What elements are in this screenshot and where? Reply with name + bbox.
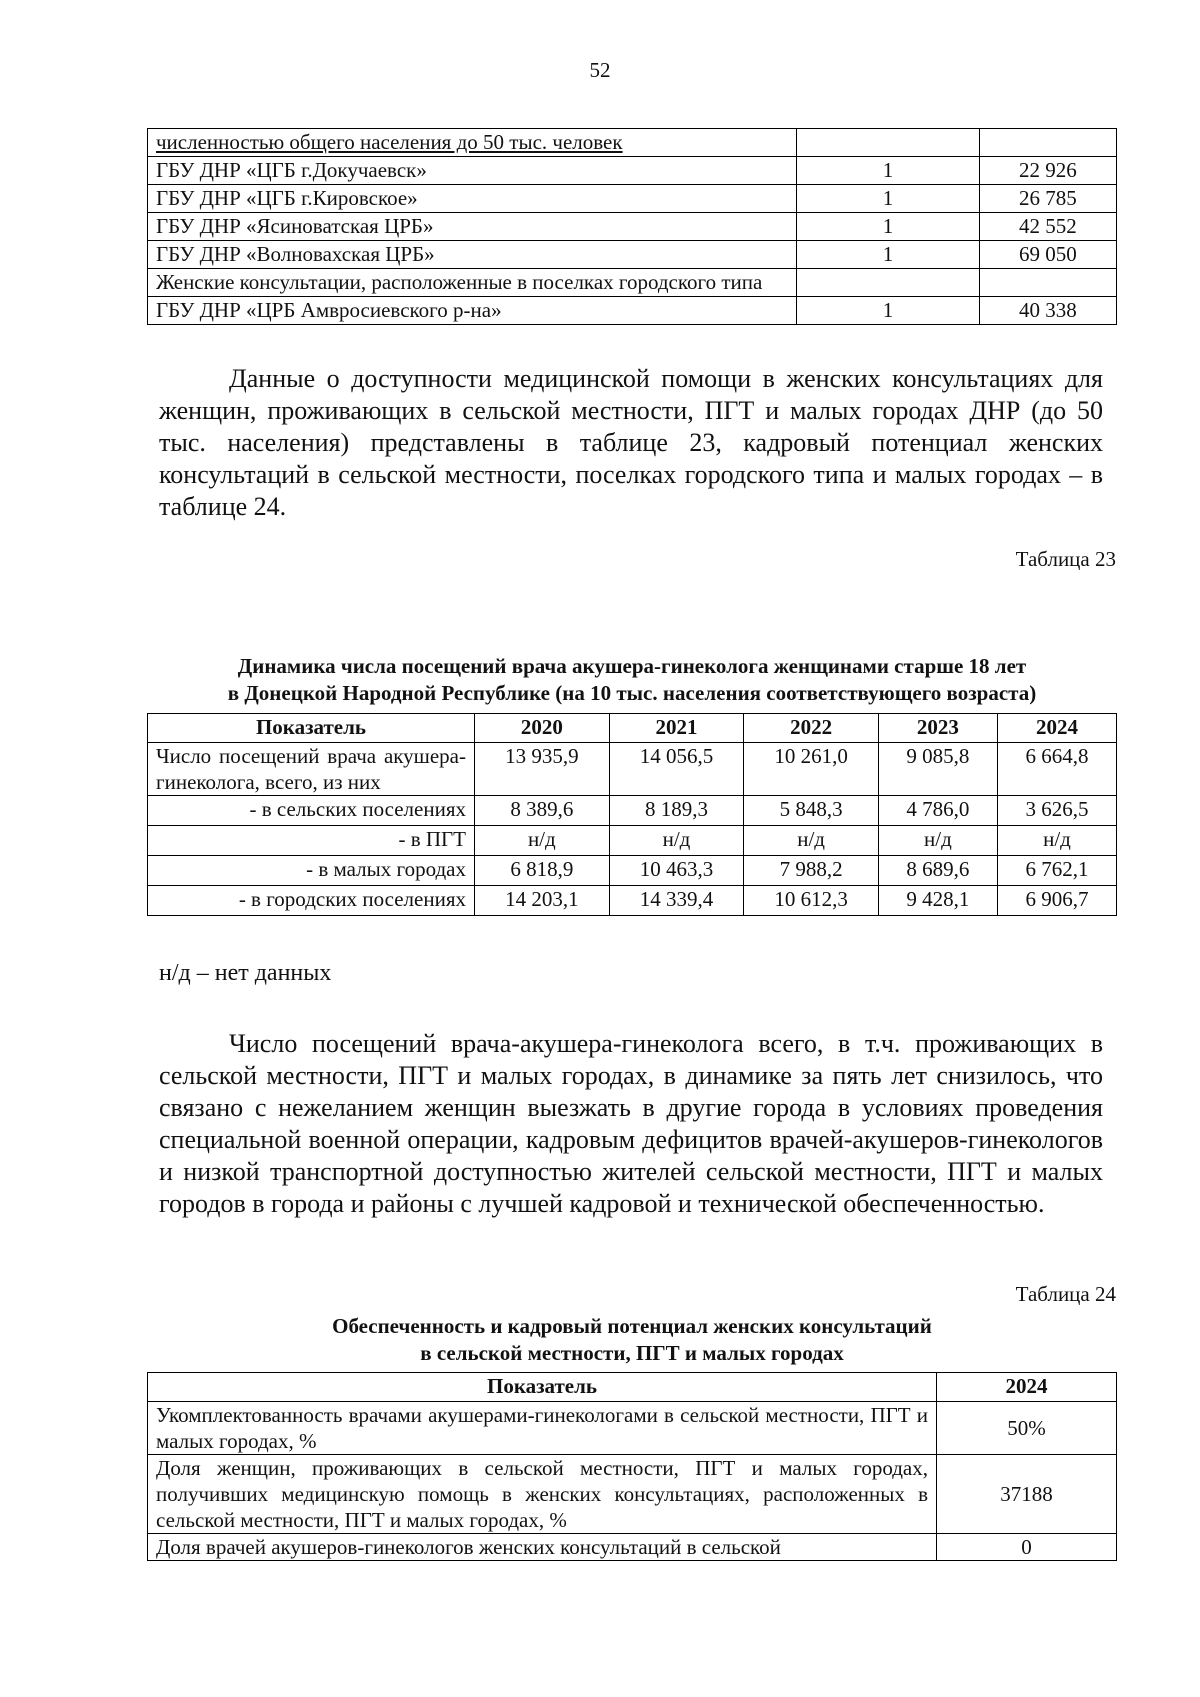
table23-header-2024: 2024 bbox=[997, 714, 1116, 743]
table-row bbox=[148, 269, 1117, 297]
value-cell: н/д bbox=[997, 826, 1116, 856]
value-cell: 37188 bbox=[937, 1455, 1117, 1534]
value-cell: 14 203,1 bbox=[475, 886, 610, 916]
table-row bbox=[148, 213, 1117, 241]
value-cell: 0 bbox=[937, 1534, 1117, 1561]
value-cell: 7 988,2 bbox=[744, 856, 879, 886]
continued-table bbox=[147, 128, 1117, 325]
value-cell: 10 612,3 bbox=[744, 886, 879, 916]
table-23 bbox=[147, 713, 1117, 916]
population-cell bbox=[979, 129, 1116, 157]
table24-label: Таблица 24 bbox=[1015, 1282, 1116, 1306]
value-cell: 6 818,9 bbox=[475, 856, 610, 886]
indicator-cell: Доля женщин, проживающих в сельской местности, ПГТ и малых городах, получивших медицинскую помощь в женских консультациях, расположенных в сельской местности, ПГТ и малых городах, % bbox=[148, 1455, 937, 1534]
paragraph-1-text: Данные о доступности медицинской помощи в женских консультациях для женщин, проживающих в сельской местности, ПГТ и малых городах ДНР (до 50 тыс. населения) представлены в таблице 23, кадровый потенциал женских консультаций в сельской местности, поселках городского типа и малых городах – в таблице 24. bbox=[159, 364, 1103, 521]
value-cell: 14 056,5 bbox=[609, 743, 744, 796]
indicator-cell: - в городских поселениях bbox=[148, 886, 475, 916]
value-cell: 3 626,5 bbox=[997, 796, 1116, 826]
population-cell: 42 552 bbox=[979, 213, 1116, 241]
value-cell: 50% bbox=[937, 1402, 1117, 1455]
value-cell: 8 189,3 bbox=[609, 796, 744, 826]
population-cell: 69 050 bbox=[979, 241, 1116, 269]
table24-header-indicator: Показатель bbox=[148, 1373, 937, 1402]
table23-header-indicator: Показатель bbox=[148, 714, 475, 743]
facility-name-cell: численностью общего населения до 50 тыс. человек bbox=[148, 129, 797, 157]
value-cell: 10 463,3 bbox=[609, 856, 744, 886]
value-cell: 13 935,9 bbox=[475, 743, 610, 796]
table-row bbox=[148, 886, 1117, 916]
table-row bbox=[148, 129, 1117, 157]
facility-name-cell: ГБУ ДНР «ЦРБ Амвросиевского р-на» bbox=[148, 297, 797, 325]
table23-label: Таблица 23 bbox=[1015, 547, 1116, 571]
value-cell: 4 786,0 bbox=[878, 796, 997, 826]
value-cell: н/д bbox=[744, 826, 879, 856]
facility-name-cell: ГБУ ДНР «Ясиноватская ЦРБ» bbox=[148, 213, 797, 241]
table24-header-2024: 2024 bbox=[937, 1373, 1117, 1402]
table23-caption-line2: в Донецкой Народной Республике (на 10 тыс. населения соответствующего возраста) bbox=[227, 681, 1037, 705]
value-cell: 9 085,8 bbox=[878, 743, 997, 796]
table-row bbox=[148, 157, 1117, 185]
table-row bbox=[148, 743, 1117, 796]
value-cell: 8 689,6 bbox=[878, 856, 997, 886]
facility-name-cell: ГБУ ДНР «ЦГБ г.Кировское» bbox=[148, 185, 797, 213]
count-cell bbox=[797, 269, 979, 297]
table-row bbox=[148, 185, 1117, 213]
table23-header-2021: 2021 bbox=[609, 714, 744, 743]
facility-name-cell: ГБУ ДНР «ЦГБ г.Докучаевск» bbox=[148, 157, 797, 185]
table-24 bbox=[147, 1372, 1117, 1561]
value-cell: 5 848,3 bbox=[744, 796, 879, 826]
count-cell: 1 bbox=[797, 213, 979, 241]
value-cell: 10 261,0 bbox=[744, 743, 879, 796]
value-cell: 6 762,1 bbox=[997, 856, 1116, 886]
count-cell: 1 bbox=[797, 297, 979, 325]
indicator-cell: - в ПГТ bbox=[148, 826, 475, 856]
indicator-cell: Доля врачей акушеров-гинекологов женских консультаций в сельской bbox=[148, 1534, 937, 1561]
value-cell: н/д bbox=[475, 826, 610, 856]
table23-header-2022: 2022 bbox=[744, 714, 879, 743]
value-cell: 14 339,4 bbox=[609, 886, 744, 916]
table23-header-row bbox=[148, 714, 1117, 743]
paragraph-2 bbox=[159, 1028, 1103, 1220]
table-row bbox=[148, 856, 1117, 886]
table23-note: н/д – нет данных bbox=[159, 960, 332, 986]
table-row bbox=[148, 241, 1117, 269]
table-row bbox=[148, 1534, 1117, 1561]
table-row bbox=[148, 1455, 1117, 1534]
count-cell: 1 bbox=[797, 185, 979, 213]
count-cell: 1 bbox=[797, 157, 979, 185]
table23-caption bbox=[147, 653, 1117, 707]
page-number: 52 bbox=[589, 58, 611, 82]
table-row bbox=[148, 1402, 1117, 1455]
facility-name-cell: ГБУ ДНР «Волновахская ЦРБ» bbox=[148, 241, 797, 269]
population-cell: 26 785 bbox=[979, 185, 1116, 213]
table24-caption bbox=[147, 1313, 1117, 1367]
table24-header-row bbox=[148, 1373, 1117, 1402]
count-cell bbox=[797, 129, 979, 157]
table24-caption-line2: в сельской местности, ПГТ и малых городах bbox=[420, 1341, 844, 1365]
value-cell: н/д bbox=[609, 826, 744, 856]
population-cell: 22 926 bbox=[979, 157, 1116, 185]
table-row bbox=[148, 297, 1117, 325]
value-cell: 8 389,6 bbox=[475, 796, 610, 826]
indicator-cell: - в малых городах bbox=[148, 856, 475, 886]
paragraph-1 bbox=[159, 363, 1103, 523]
count-cell: 1 bbox=[797, 241, 979, 269]
paragraph-2-text: Число посещений врача-акушера-гинеколога всего, в т.ч. проживающих в сельской местности, ПГТ и малых городах, в динамике за пять лет снизилось, что связано с нежеланием женщин выезжать в другие города в условиях проведения специальной военной операции, кадровым дефицитов врачей-акушеров-гинекологов и низкой транспортной доступностью жителей сельской местности, ПГТ и малых городов в города и районы с лучшей кадровой и технической обеспеченностью. bbox=[159, 1029, 1103, 1218]
indicator-cell: - в сельских поселениях bbox=[148, 796, 475, 826]
table-row bbox=[148, 796, 1117, 826]
value-cell: 9 428,1 bbox=[878, 886, 997, 916]
indicator-cell: Укомплектованность врачами акушерами-гинекологами в сельской местности, ПГТ и малых городах, % bbox=[148, 1402, 937, 1455]
facility-name-cell: Женские консультации, расположенные в поселках городского типа bbox=[148, 269, 797, 297]
table23-header-2023: 2023 bbox=[878, 714, 997, 743]
value-cell: 6 664,8 bbox=[997, 743, 1116, 796]
table-row bbox=[148, 826, 1117, 856]
population-cell: 40 338 bbox=[979, 297, 1116, 325]
value-cell: н/д bbox=[878, 826, 997, 856]
population-cell bbox=[979, 269, 1116, 297]
value-cell: 6 906,7 bbox=[997, 886, 1116, 916]
table23-caption-line1: Динамика числа посещений врача акушера-гинеколога женщинами старше 18 лет bbox=[237, 654, 1027, 678]
table23-header-2020: 2020 bbox=[475, 714, 610, 743]
table24-caption-line1: Обеспеченность и кадровый потенциал женских консультаций bbox=[332, 1314, 932, 1338]
indicator-cell: Число посещений врача акушера-гинеколога, всего, из них bbox=[148, 743, 475, 796]
